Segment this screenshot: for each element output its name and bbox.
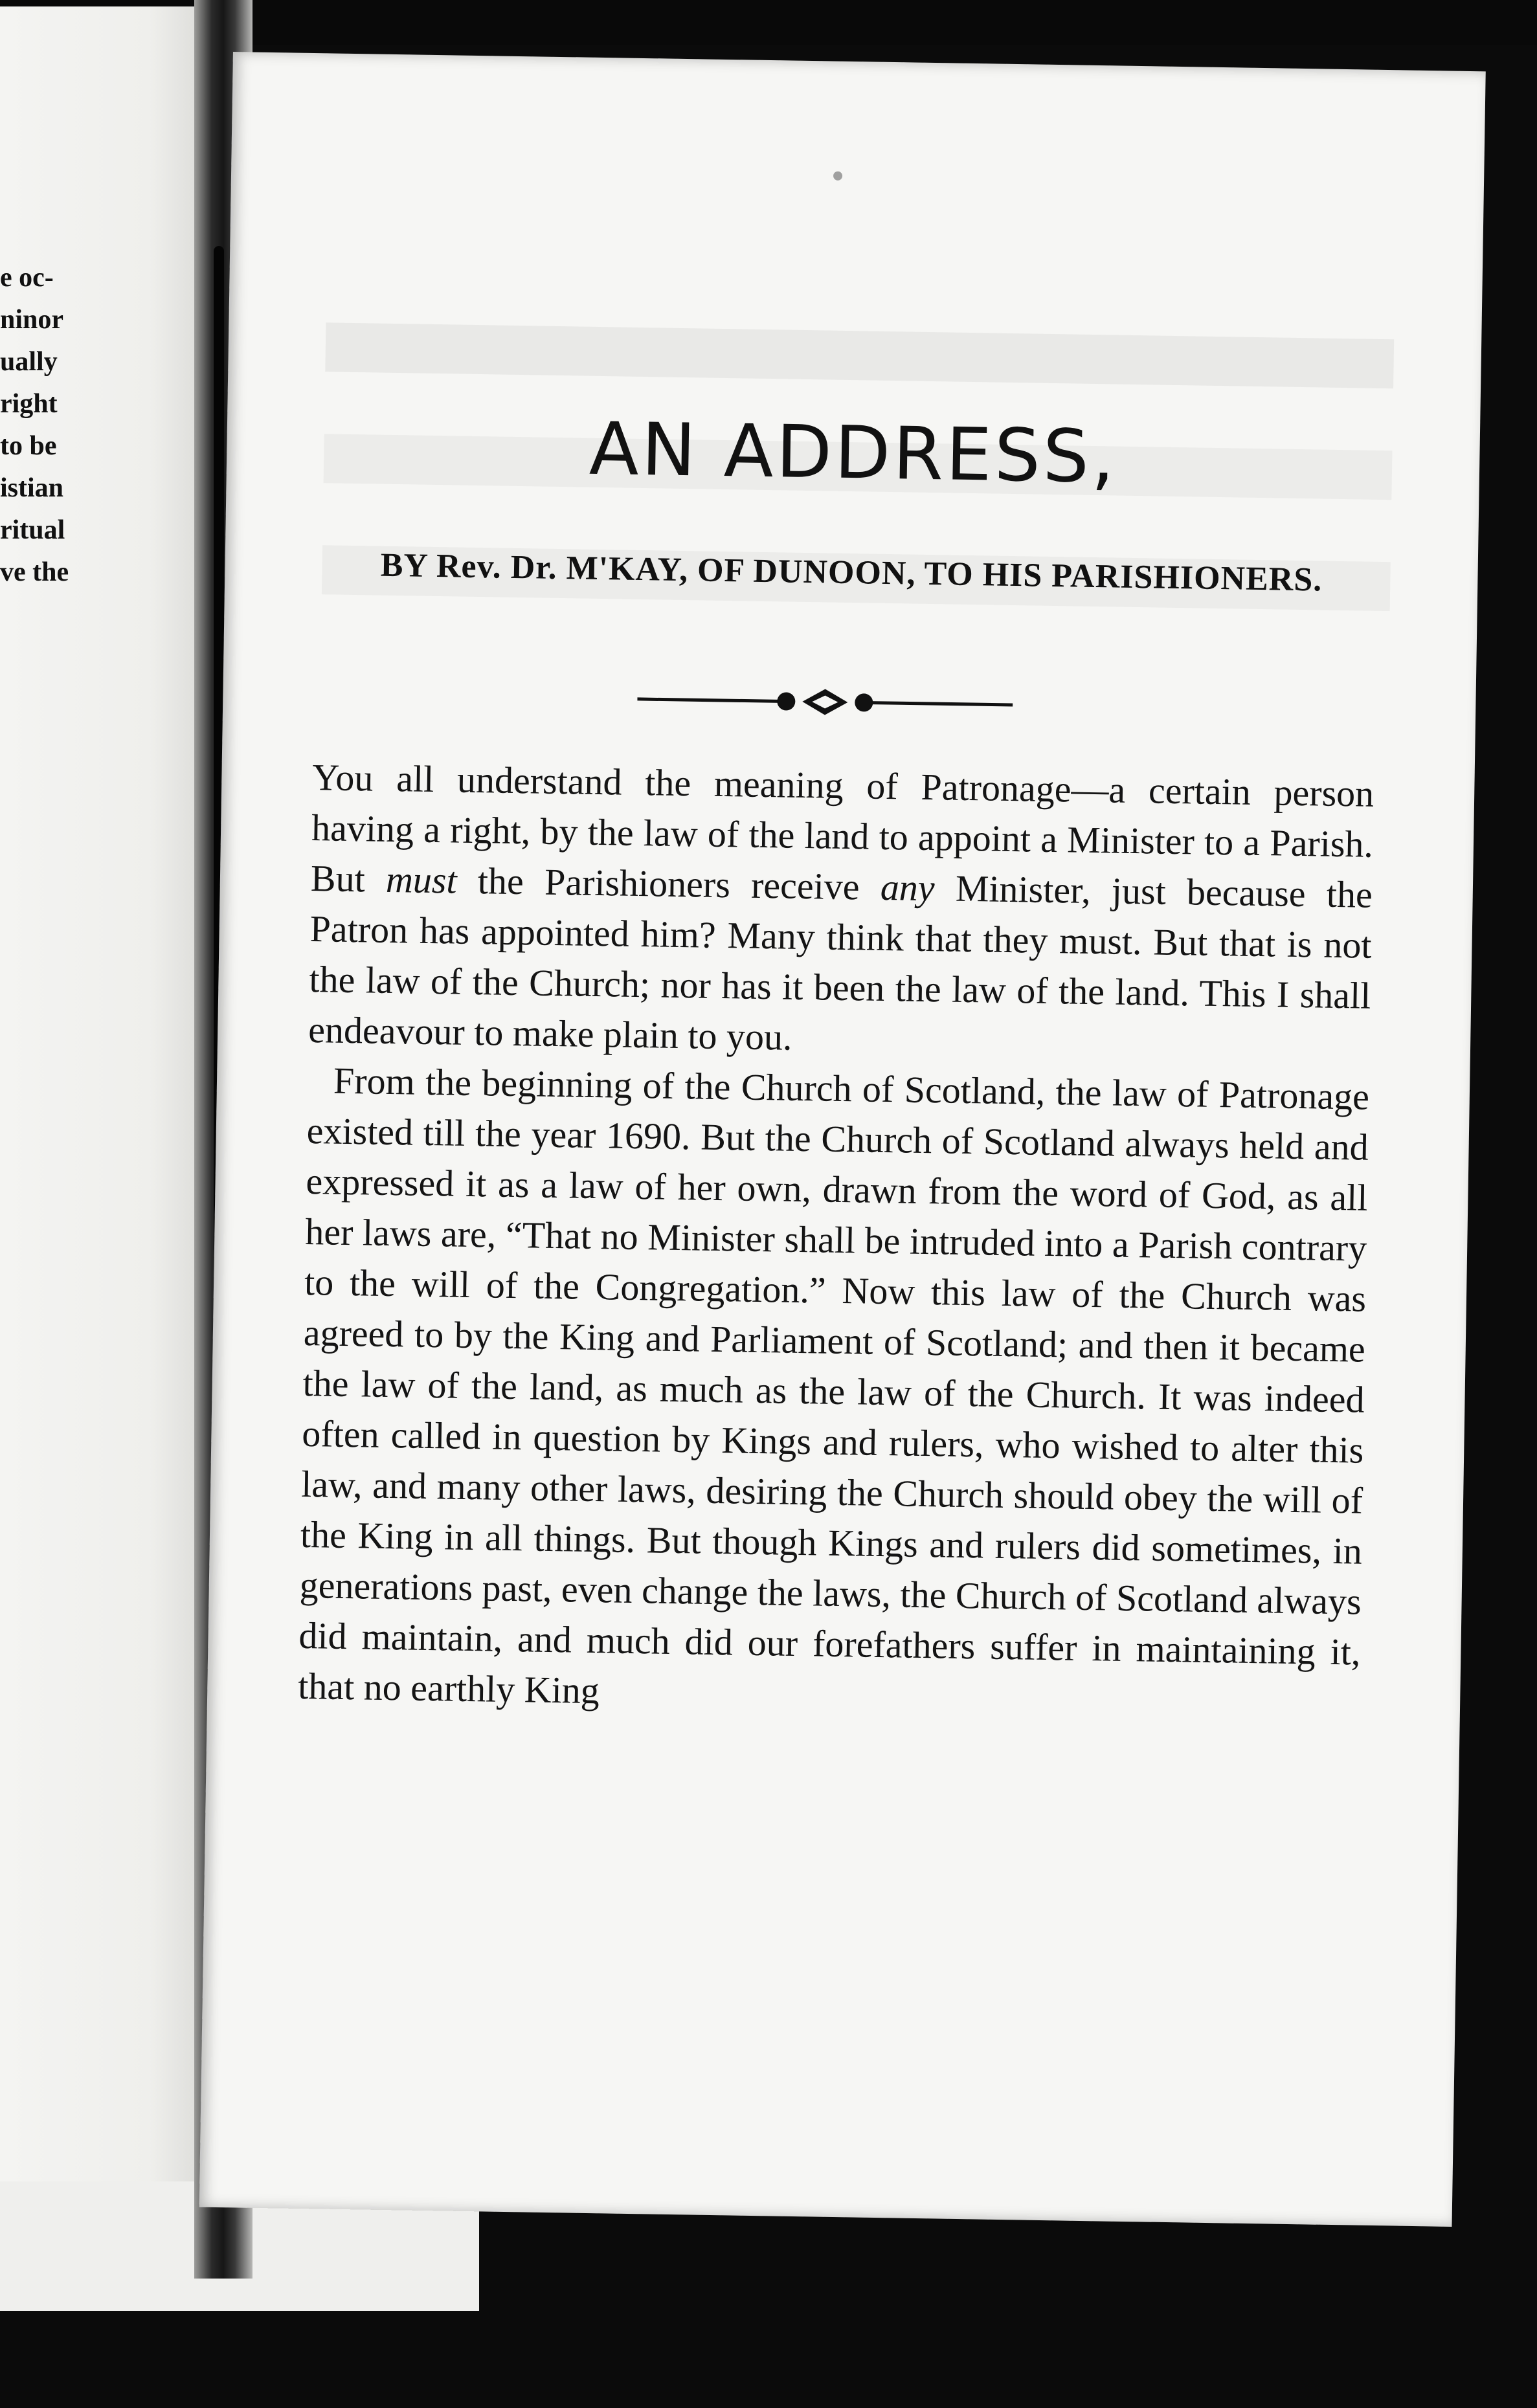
facing-page-line-fragment: ually bbox=[0, 347, 58, 377]
facing-page-line-fragment: to be bbox=[0, 431, 57, 461]
body-paragraph bbox=[298, 1055, 1370, 1728]
ornament-divider-icon bbox=[637, 680, 1013, 724]
paper-stain bbox=[833, 172, 842, 181]
page-title: AN ADDRESS, bbox=[589, 407, 1118, 500]
body-text bbox=[298, 752, 1374, 1728]
facing-page-line-fragment: ritual bbox=[0, 515, 65, 545]
facing-page-line-fragment: istian bbox=[0, 473, 64, 503]
facing-page-line-fragment: ninor bbox=[0, 305, 64, 335]
facing-page-line-fragment: right bbox=[0, 389, 58, 419]
facing-page-line-fragment: e oc- bbox=[0, 263, 54, 293]
book-page bbox=[199, 52, 1486, 2227]
paragraph-text-run: Minister, just because the Patron has appointed him? Many think that they must. But that is not the law of the Church; nor has it been the law of the land. This I shall endeavour to make plain to you. bbox=[308, 867, 1373, 1058]
paragraph-text-run: the Parishioners receive bbox=[456, 859, 881, 908]
facing-page-fragment bbox=[0, 6, 214, 2181]
page-byline: BY Rev. Dr. M'KAY, OF DUNOON, TO HIS PARISHIONERS. bbox=[380, 546, 1323, 599]
body-paragraph bbox=[308, 752, 1374, 1072]
facing-page-line-fragment: ve the bbox=[0, 557, 69, 587]
paragraph-text-run: You all understand the meaning of Patronage—a certain person having a right, by the law of the land to appoint a Minister to a Parish. But bbox=[310, 756, 1374, 900]
emphasized-word: any bbox=[880, 865, 936, 909]
emphasized-word: must bbox=[385, 858, 458, 902]
paragraph-text-run: From the beginning of the Church of Scotland, the law of Patronage existed till the year 1690. But the Church of Scotland always held and expressed it as a law of her own, drawn from the word of God, as all her laws are, “That no Minister shall be intruded into a Parish contrary to the will of the Congregation.” Now this law of the Church was agreed to by the King and Parliament of Scotland; and then it became the law of the land, as much as the law of the Church. It was indeed often called in question by Kings and rulers, who wished to alter this law, and many other laws, desiring the Church should obey the will of the King in all things. But though Kings and rulers did sometimes, in generations past, even change the laws, the Church of Scotland always did maintain, and much did our forefathers suffer in maintaining it, that no earthly King bbox=[297, 1059, 1370, 1712]
